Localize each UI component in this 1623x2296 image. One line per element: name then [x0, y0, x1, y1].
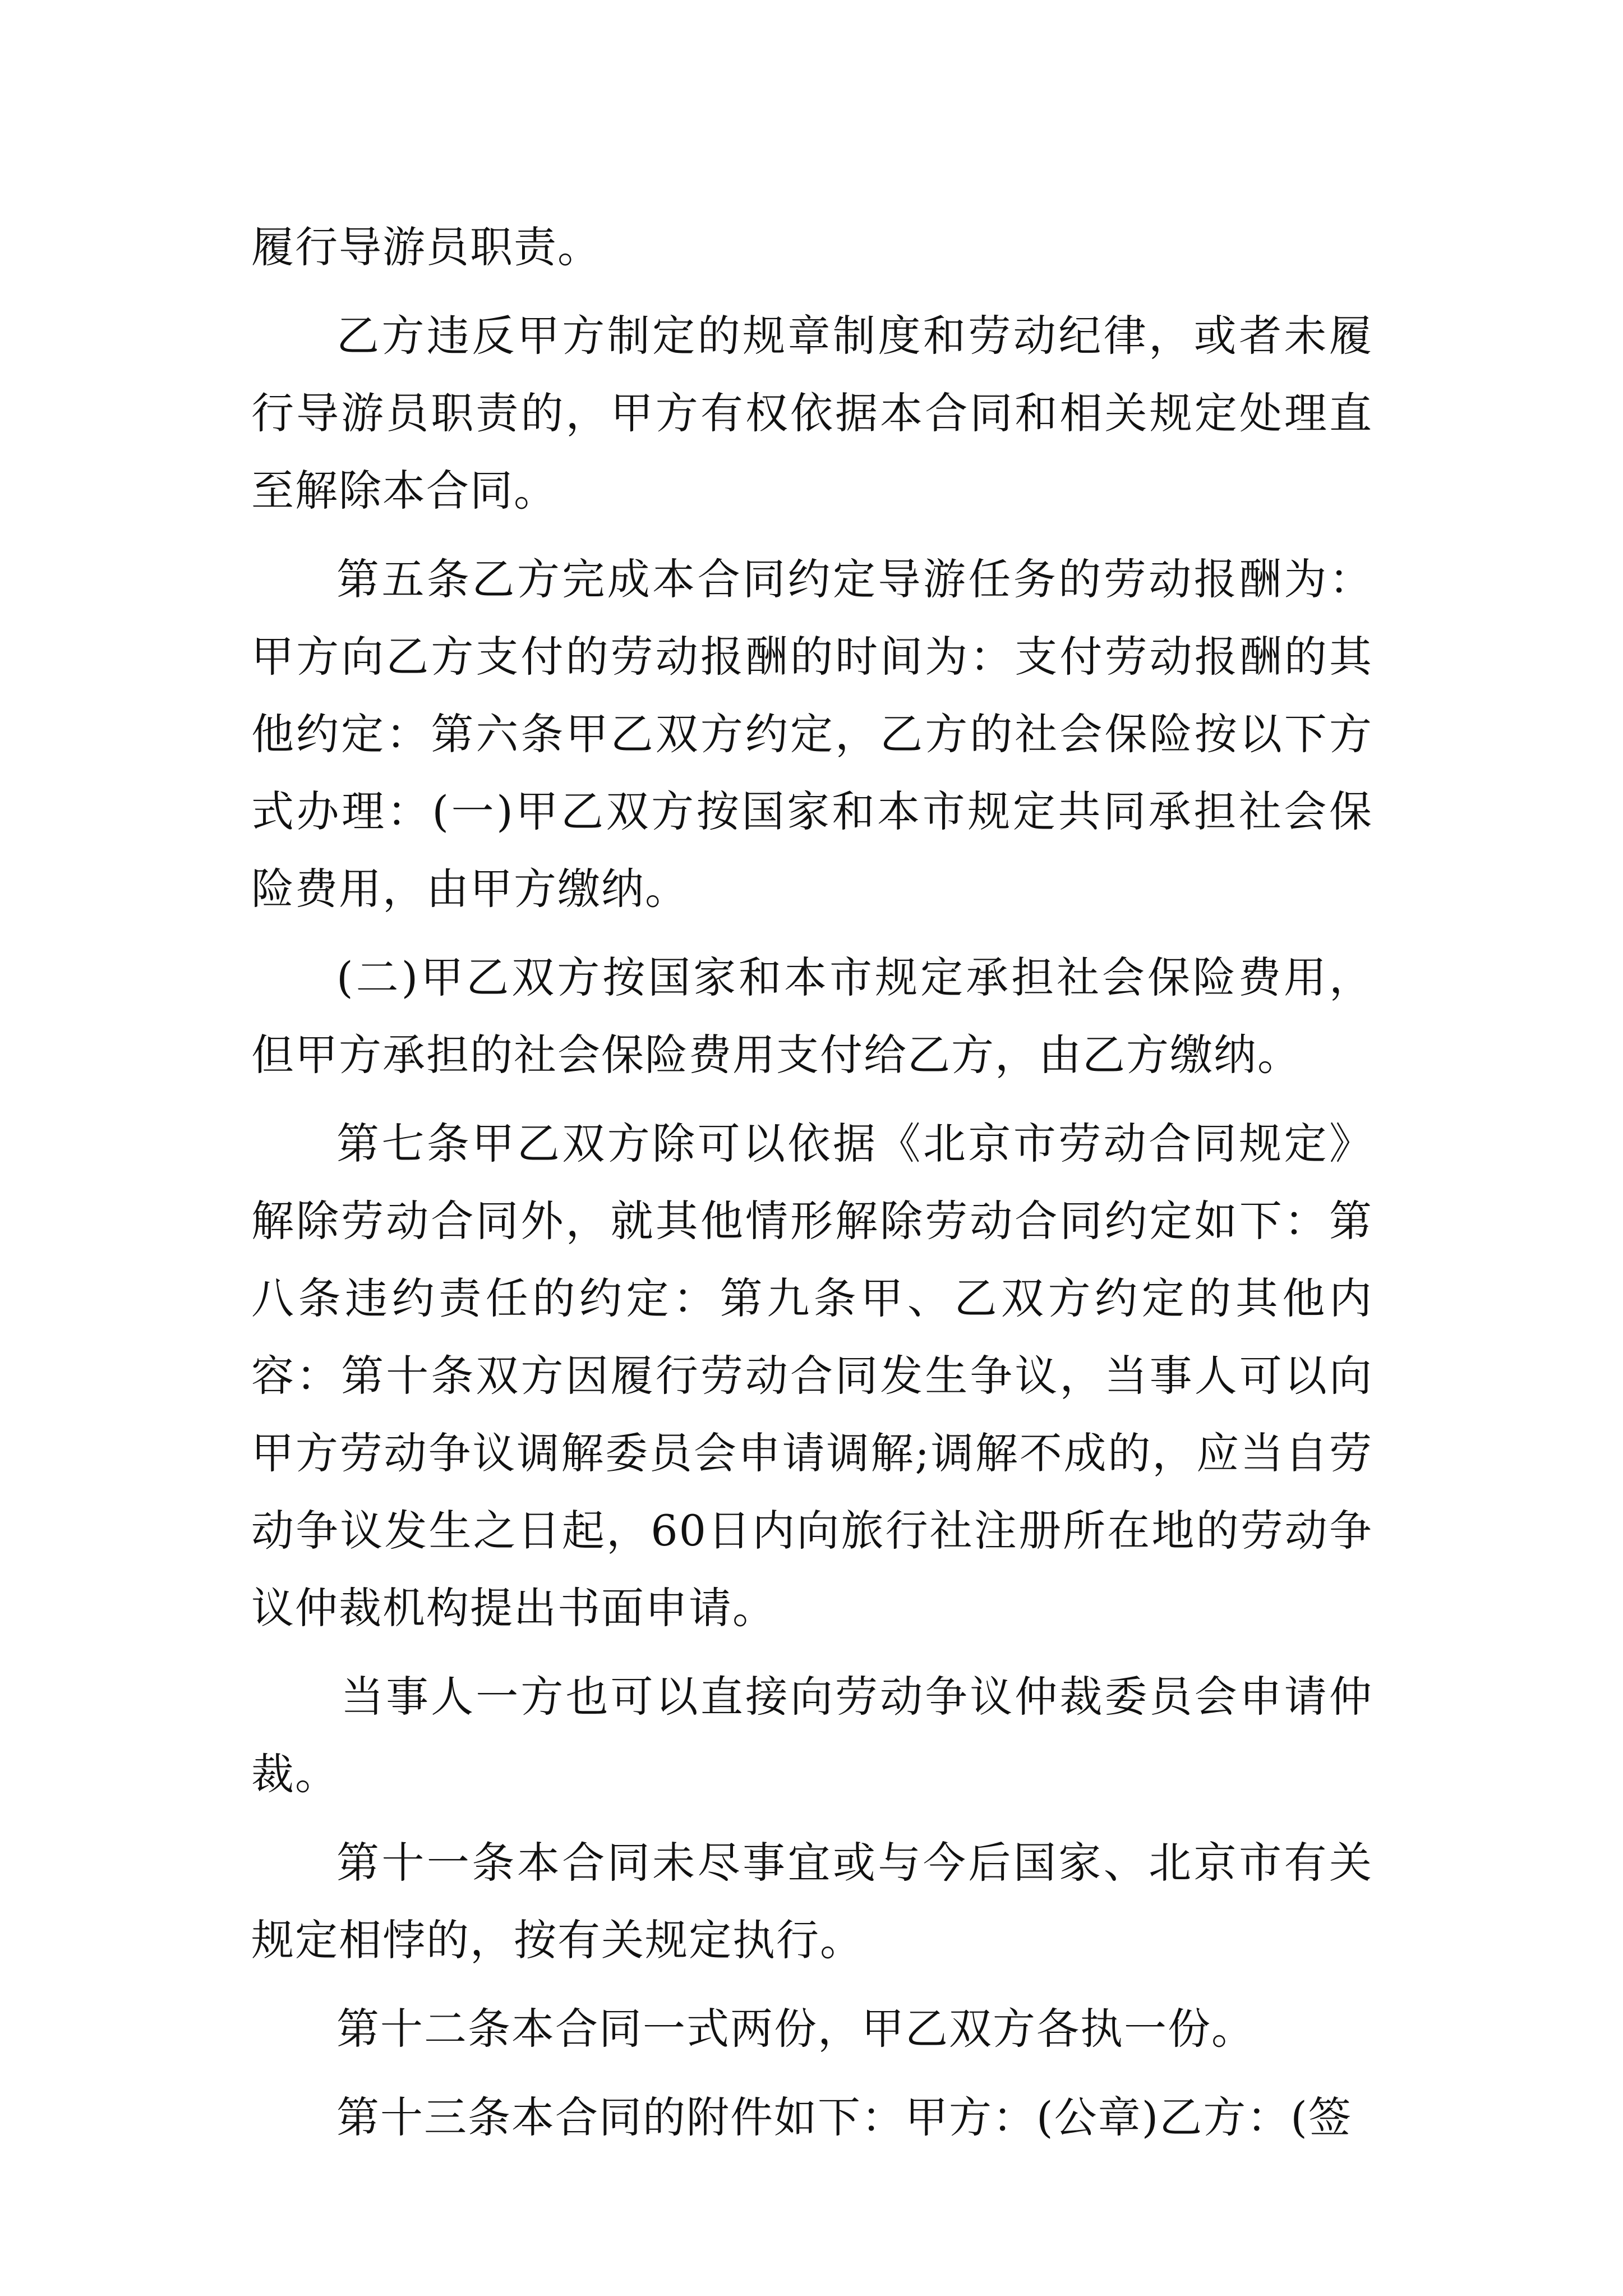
paragraph-9: 第十三条本合同的附件如下：甲方：(公章)乙方：(签 [336, 2092, 1352, 2142]
paragraph-2: 乙方违反甲方制定的规章制度和劳动纪律，或者未履行导游员职责的，甲方有权依据本合同和相关规定处理直至解除本合同。 [251, 311, 1373, 516]
paragraph-8: 第十二条本合同一式两份，甲乙双方各执一份。 [336, 2004, 1255, 2054]
document-body [251, 209, 1373, 2168]
paragraph-5: 第七条甲乙双方除可以依据《北京市劳动合同规定》解除劳动合同外，就其他情形解除劳动合同约定如下：第八条违约责任的约定：第九条甲、乙双方约定的其他内容：第十条双方因履行劳动合同发生争议，当事人可以向甲方劳动争议调解委员会申请调解;调解不成的，应当自劳动争议发生之日起，60日内向旅行社注册所在地的劳动争议仲裁机构提出书面申请。 [251, 1119, 1373, 1633]
paragraph-6: 当事人一方也可以直接向劳动争议仲裁委员会申请仲裁。 [251, 1672, 1373, 1799]
paragraph-1: 履行导游员职责。 [251, 222, 601, 272]
paragraph-7: 第十一条本合同未尽事宜或与今后国家、北京市有关规定相悖的，按有关规定执行。 [251, 1838, 1373, 1965]
paragraph-4: (二)甲乙双方按国家和本市规定承担社会保险费用，但甲方承担的社会保险费用支付给乙方，由乙方缴纳。 [251, 953, 1373, 1080]
paragraph-3: 第五条乙方完成本合同约定导游任务的劳动报酬为：甲方向乙方支付的劳动报酬的时间为：支付劳动报酬的其他约定：第六条甲乙双方约定，乙方的社会保险按以下方式办理：(一)甲乙双方按国家和本市规定共同承担社会保险费用，由甲方缴纳。 [251, 554, 1373, 914]
